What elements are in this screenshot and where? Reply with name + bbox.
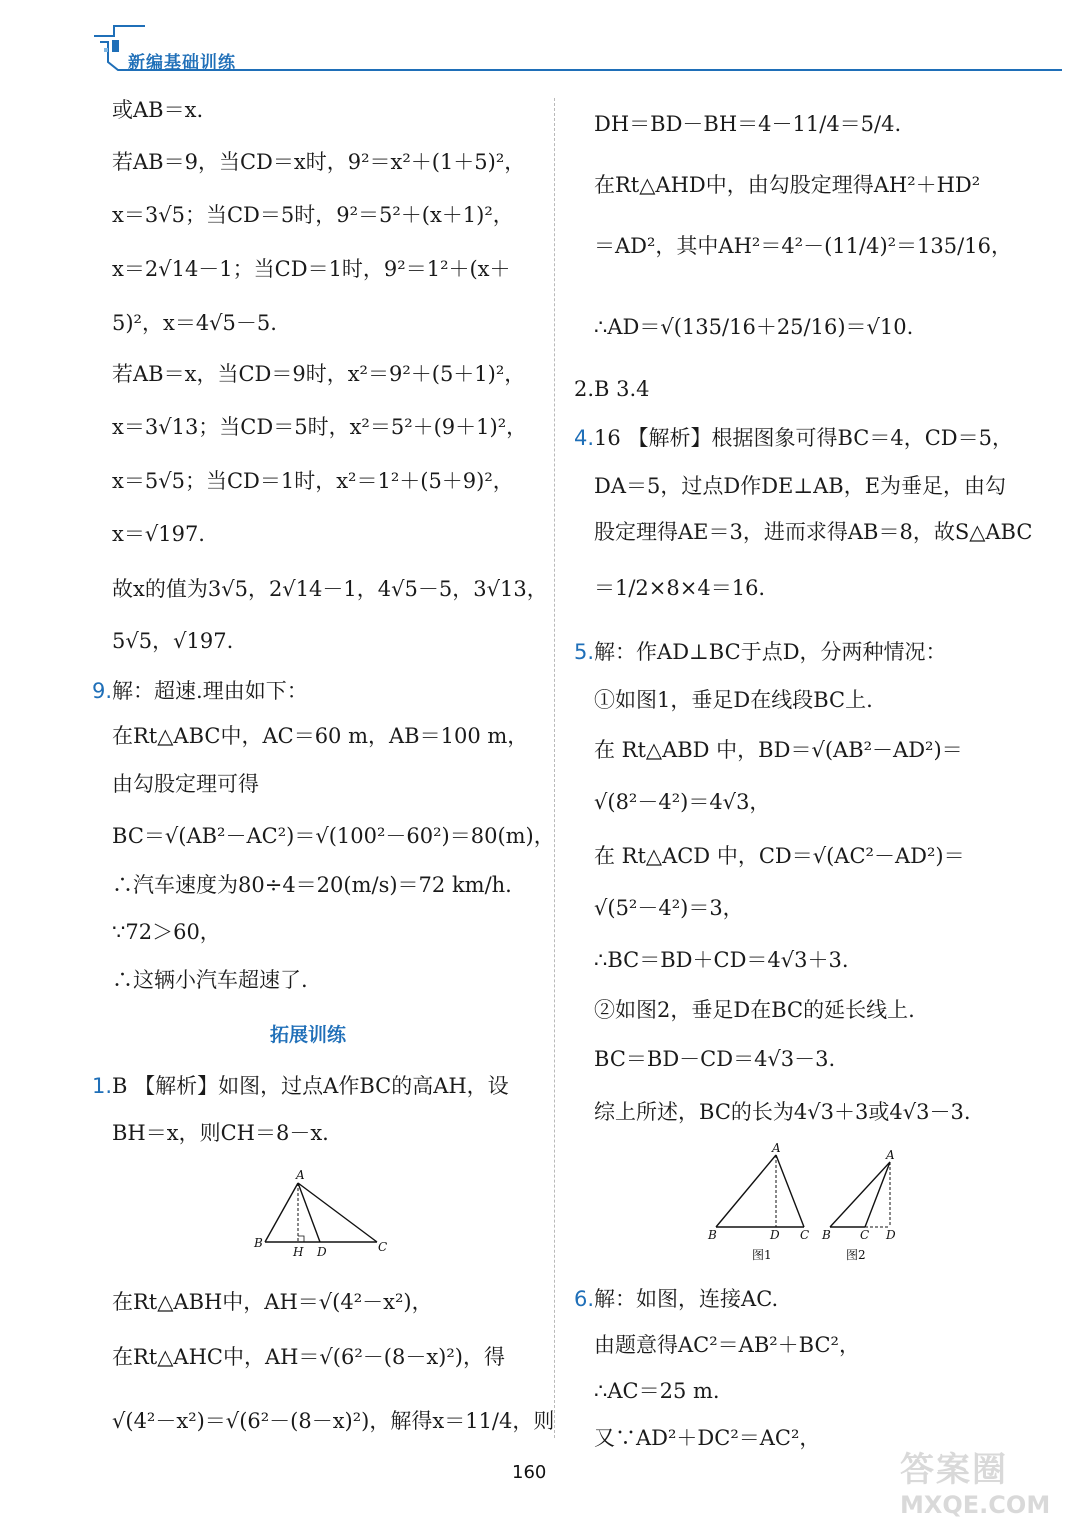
text-line: 在Rt△ABH中，AH＝√(4²－x²)， bbox=[112, 1290, 433, 1314]
text-line: 5)²，x＝4√5－5. bbox=[112, 311, 277, 335]
text-line: ①如图1，垂足D在线段BC上. bbox=[594, 688, 873, 712]
vertex-label-B: B bbox=[708, 1228, 717, 1242]
vertex-label-D: D bbox=[886, 1228, 896, 1242]
text-line: 在Rt△AHC中，AH＝√(6²－(8－x)²)，得 bbox=[112, 1345, 505, 1369]
vertex-label-C: C bbox=[378, 1240, 388, 1254]
page-number: 160 bbox=[512, 1462, 547, 1483]
text-line: x＝2√14－1；当CD＝1时，9²＝1²＋(x＋ bbox=[112, 257, 511, 281]
vertex-label-H: H bbox=[293, 1245, 304, 1259]
vertex-label-B: B bbox=[254, 1236, 263, 1250]
text-line: 在Rt△ABC中，AC＝60 m，AB＝100 m， bbox=[112, 724, 529, 748]
vertex-label-C: C bbox=[860, 1228, 870, 1242]
text-line: 5√5，√197. bbox=[112, 629, 234, 653]
text-line: 2.B 3.4 bbox=[574, 377, 650, 401]
problem-6 bbox=[574, 1285, 778, 1313]
vertex-label-B: B bbox=[822, 1228, 831, 1242]
book-title: 新编基础训练 bbox=[128, 53, 236, 73]
text-line: 综上所述，BC的长为4√3＋3或4√3－3. bbox=[594, 1100, 971, 1124]
text-line: ＝1/2×8×4＝16. bbox=[594, 576, 766, 600]
text-line: BC＝BD－CD＝4√3－3. bbox=[594, 1047, 836, 1071]
text-line: 故x的值为3√5，2√14－1，4√5－5，3√13， bbox=[112, 577, 548, 601]
vertex-label-C: C bbox=[800, 1228, 810, 1242]
problem-5 bbox=[574, 638, 947, 666]
text-line: √(8²－4²)＝4√3， bbox=[594, 790, 771, 814]
text-line: 在Rt△AHD中，由勾股定理得AH²＋HD² bbox=[594, 173, 981, 197]
vertex-label-D: D bbox=[770, 1228, 780, 1242]
text-line: 若AB＝x，当CD＝9时，x²＝9²＋(5＋1)²， bbox=[112, 362, 526, 386]
problem-1 bbox=[92, 1072, 509, 1100]
text-line: ∴AD＝√(135/16＋25/16)＝√10. bbox=[594, 315, 914, 339]
text-line: √(5²－4²)＝3， bbox=[594, 896, 744, 920]
watermark-text: 答案圈 bbox=[900, 1450, 1008, 1490]
text-line: 或AB＝x. bbox=[112, 98, 204, 122]
text-line: ＝AD²，其中AH²＝4²－(11/4)²＝135/16， bbox=[594, 234, 1012, 258]
text-line: x＝3√13；当CD＝5时，x²＝5²＋(9＋1)²， bbox=[112, 415, 528, 439]
problem-text: B 【解析】如图，过点A作BC的高AH，设 bbox=[112, 1074, 509, 1098]
problem-text: 16 【解析】根据图象可得BC＝4，CD＝5， bbox=[594, 426, 1013, 450]
problem-number: 1. bbox=[92, 1074, 113, 1098]
vertex-label-A: A bbox=[772, 1141, 781, 1155]
text-line: DA＝5，过点D作DE⊥AB，E为垂足，由勾 bbox=[594, 474, 1007, 498]
vertex-label-A: A bbox=[886, 1148, 895, 1162]
text-line: x＝√197. bbox=[112, 522, 205, 546]
watermark bbox=[900, 1450, 1070, 1530]
problem-text: 解：超速.理由如下： bbox=[112, 679, 308, 703]
triangle-figure-left bbox=[250, 1165, 400, 1260]
text-line: 股定理得AE＝3，进而求得AB＝8，故S△ABC bbox=[594, 520, 1033, 544]
text-line: ②如图2，垂足D在BC的延长线上. bbox=[594, 998, 915, 1022]
text-line: 由勾股定理可得 bbox=[112, 772, 259, 796]
section-title: 拓展训练 bbox=[270, 1024, 347, 1046]
text-line: DH＝BD－BH＝4－11/4＝5/4. bbox=[594, 112, 902, 136]
vertex-label-A: A bbox=[296, 1168, 305, 1182]
problem-9 bbox=[92, 677, 308, 705]
text-line: BH＝x，则CH＝8－x. bbox=[112, 1121, 329, 1145]
column-divider bbox=[554, 98, 555, 1438]
problem-text: 解：作AD⊥BC于点D，分两种情况： bbox=[594, 640, 947, 664]
problem-number: 4. bbox=[574, 426, 595, 450]
vertex-label-D: D bbox=[317, 1245, 327, 1259]
triangle-figure-right bbox=[700, 1140, 920, 1270]
text-line: √(4²－x²)＝√(6²－(8－x)²)，解得x＝11/4，则 bbox=[112, 1409, 555, 1433]
text-line: ∴这辆小汽车超速了. bbox=[112, 968, 308, 992]
problem-number: 5. bbox=[574, 640, 595, 664]
text-line: ∴BC＝BD＋CD＝4√3＋3. bbox=[594, 948, 849, 972]
text-line: 又∵AD²＋DC²＝AC²， bbox=[594, 1426, 821, 1450]
text-line: ∴AC＝25 m. bbox=[594, 1379, 720, 1403]
text-line: 在 Rt△ACD 中，CD＝√(AC²－AD²)＝ bbox=[594, 844, 965, 868]
problem-number: 6. bbox=[574, 1287, 595, 1311]
problem-text: 解：如图，连接AC. bbox=[594, 1287, 779, 1311]
watermark-url: MXQE.COM bbox=[900, 1491, 1051, 1519]
text-line: 若AB＝9，当CD＝x时，9²＝x²＋(1＋5)²， bbox=[112, 150, 526, 174]
text-line: ∵72＞60， bbox=[112, 920, 221, 944]
figure-caption: 图2 bbox=[846, 1248, 866, 1262]
problem-number: 9. bbox=[92, 679, 113, 703]
figure-caption: 图1 bbox=[752, 1248, 772, 1262]
page-header bbox=[0, 0, 1074, 80]
text-line: x＝3√5；当CD＝5时，9²＝5²＋(x＋1)²， bbox=[112, 203, 514, 227]
problem-4 bbox=[574, 424, 1013, 452]
text-line: BC＝√(AB²－AC²)＝√(100²－60²)＝80(m)， bbox=[112, 824, 555, 848]
text-line: ∴汽车速度为80÷4＝20(m/s)＝72 km/h. bbox=[112, 873, 512, 897]
text-line: x＝5√5；当CD＝1时，x²＝1²＋(5＋9)²， bbox=[112, 469, 514, 493]
text-line: 由题意得AC²＝AB²＋BC²， bbox=[594, 1333, 860, 1357]
text-line: 在 Rt△ABD 中，BD＝√(AB²－AD²)＝ bbox=[594, 738, 963, 762]
